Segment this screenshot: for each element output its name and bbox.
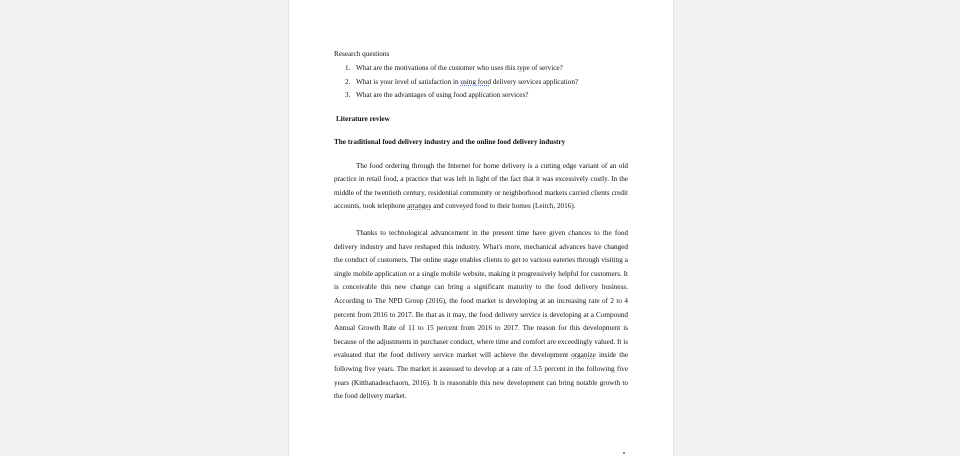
section-subheading: The traditional food delivery industry and the online food delivery industry	[334, 138, 566, 147]
paragraph-text-end: inside the following five years. The market is assessed to develop at a rate of 3.5 percent in the following five years (Kitthanadeachaorn, 2016). It is reasonable this new development can bring notable growth to the food delivery market.	[334, 351, 629, 401]
body-paragraph-2	[334, 227, 628, 404]
list-item-text: What is your level of satisfaction in	[356, 77, 461, 86]
paragraph-text-end: and conveyed food to their homes (Leitch, 2016).	[431, 202, 576, 211]
list-item-text: What are the advantages of using food application services?	[356, 91, 529, 100]
list-number: 3.	[345, 91, 351, 100]
document-content	[334, 48, 628, 404]
list-item	[334, 62, 628, 76]
grammar-suggestion-mark[interactable]: organize	[571, 351, 596, 360]
list-item	[334, 89, 628, 103]
list-item-text: What are the motivations of the customer who uses this type of service?	[356, 64, 563, 73]
list-item-text-end: delivery services application?	[490, 77, 579, 86]
grammar-suggestion-mark[interactable]: using food	[460, 77, 491, 86]
list-number: 1.	[345, 64, 351, 73]
paragraph-text: Thanks to technological advancement in the present time have given chances to the food delivery industry and have reshaped this industry. What's more, mechanical advances have changed the conduct of customers. The online stage enables clients to get to various eateries through visiting a single mobile application or a single mobile website, making it progressively helpful for customers. It is conceivable this new change can bring a significant maturity to the food delivery business. According to The NPD Group (2016), the food market is developing at an increasing rate of 2 to 4 percent from 2016 to 2017. Be that as it may, the food delivery service is developing at a Compound Annual Growth Rate of 11 to 15 percent from 2016 to 2017. The reason for this development is because of the adjustments in purchaser conduct, where time and comfort are exceedingly valued. It is evaluated that the food delivery service market will achieve the development	[334, 229, 628, 360]
literature-review-heading: Literature review	[336, 114, 390, 123]
research-questions-title: Research questions	[334, 50, 390, 58]
page-corner-mark	[623, 452, 625, 454]
document-page	[289, 0, 673, 456]
list-number: 2.	[345, 77, 351, 86]
research-questions-list	[334, 62, 628, 103]
body-paragraph-1	[334, 160, 628, 214]
list-item	[334, 76, 628, 90]
grammar-suggestion-mark[interactable]: arranges	[407, 202, 432, 211]
paragraph-text: The food ordering through the Internet for home delivery is a cutting edge variant of an old practice in retail food, a practice that was left in light of the fact that it was excessively costly. In the middle of the twentieth century, residential community or neighborhood markets carried clients credit accounts, took telephone	[334, 161, 628, 211]
